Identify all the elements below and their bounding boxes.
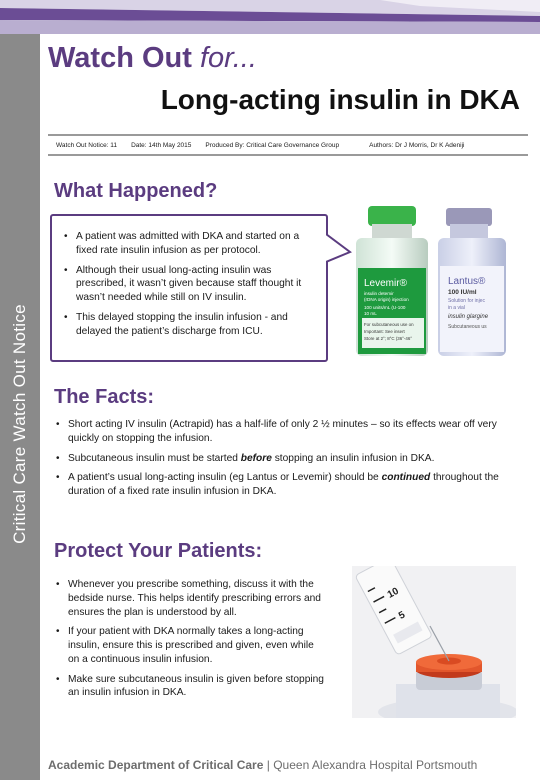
levemir-line2: (rDNA origin) injection [364,297,409,302]
levemir-line5: For subcutaneous use on [364,322,414,327]
fact3-post: throughout the duration of a fixed rate insulin infusion in DKA. [68,472,499,498]
list-item: • Make sure subcutaneous insulin is given before stopping an insulin infusion in DKA. [54,673,326,701]
footer [48,758,477,772]
notice-number: Watch Out Notice: 11 [56,141,118,149]
lantus-line5: Subcutaneous us [448,324,487,330]
footer-separator: | [266,758,270,772]
levemir-line6: Important: See insert [364,329,405,334]
facts-heading: The Facts: [54,386,155,408]
lantus-line2: Solution for injec [448,298,485,304]
page-subtitle: Long-acting insulin in DKA [160,84,520,115]
lantus-brand: Lantus® [448,276,486,287]
syringe-mark-10: 10 [385,585,401,601]
title-prefix: Watch Out [48,42,192,74]
list-item [54,452,524,466]
levemir-brand: Levemir® [364,278,407,289]
list-item: • Whenever you prescribe something, discuss it with the bedside nurse. This helps identify prescribing errors and ensures the plan is understood by all. [54,578,326,619]
fact2-emphasis: before [240,452,272,464]
fact3-emphasis: continued [381,472,431,484]
top-decorative-band [0,0,540,34]
what-happened-list [62,230,314,344]
page-title [48,42,257,75]
notice-meta-bar [48,134,528,156]
list-item: • Short acting IV insulin (Actrapid) has a half-life of only 2 ½ minutes – so its effects wear off very quickly on stopping the infusion. [54,418,524,446]
list-item: • If your patient with DKA normally takes a long-acting insulin, ensure this is prescribed and given, even while on a continuous insulin infusion. [54,625,326,666]
list-item: • Although their usual long-acting insulin was prescribed, it wasn’t given because staff thought it wasn’t needed while still on IV insulin. [62,264,314,305]
lantus-line1: 100 IU/ml [448,289,477,296]
what-happened-heading: What Happened? [54,180,218,202]
levemir-line4: 10 mL [364,311,377,316]
insulin-vials-image [354,206,510,356]
syringe-image [352,566,516,718]
levemir-line7: Store at 2°; 8°C (36°-46° [364,336,413,341]
notice-producer: Produced By: Critical Care Governance Group [205,141,340,149]
lantus-line4: insulin glargine [448,314,489,320]
footer-department: Academic Department of Critical Care [48,758,264,772]
notice-authors: Authors: Dr J Morris, Dr K Adeniji [369,141,465,149]
notice-date: Date: 14th May 2015 [131,141,192,149]
sidebar-title: Critical Care Watch Out Notice [10,304,29,544]
callout-tail [326,232,352,272]
levemir-line3: 100 units/mL (U-100 [364,305,406,310]
lantus-line3: in a vial [448,305,465,311]
syringe-mark-5: 5 [397,609,408,622]
what-happened-callout [50,214,328,362]
footer-hospital: Queen Alexandra Hospital Portsmouth [273,758,478,772]
fact2-pre: Subcutaneous insulin must be started [68,452,241,464]
fact3-pre: A patient’s usual long-acting insulin (eg Lantus or Levemir) should be [68,472,382,484]
protect-heading: Protect Your Patients: [54,540,263,562]
facts-list [54,418,524,505]
title-suffix: for... [199,42,257,74]
list-item [54,471,524,499]
levemir-line1: insulin detemir [364,291,394,296]
protect-list [54,578,326,706]
fact2-post: stopping an insulin infusion in DKA. [271,452,435,464]
list-item: • This delayed stopping the insulin infusion - and delayed the patient’s discharge from ICU. [62,311,314,339]
list-item: • A patient was admitted with DKA and started on a fixed rate insulin infusion as per protocol. [62,230,314,258]
sidebar-band [0,34,40,780]
